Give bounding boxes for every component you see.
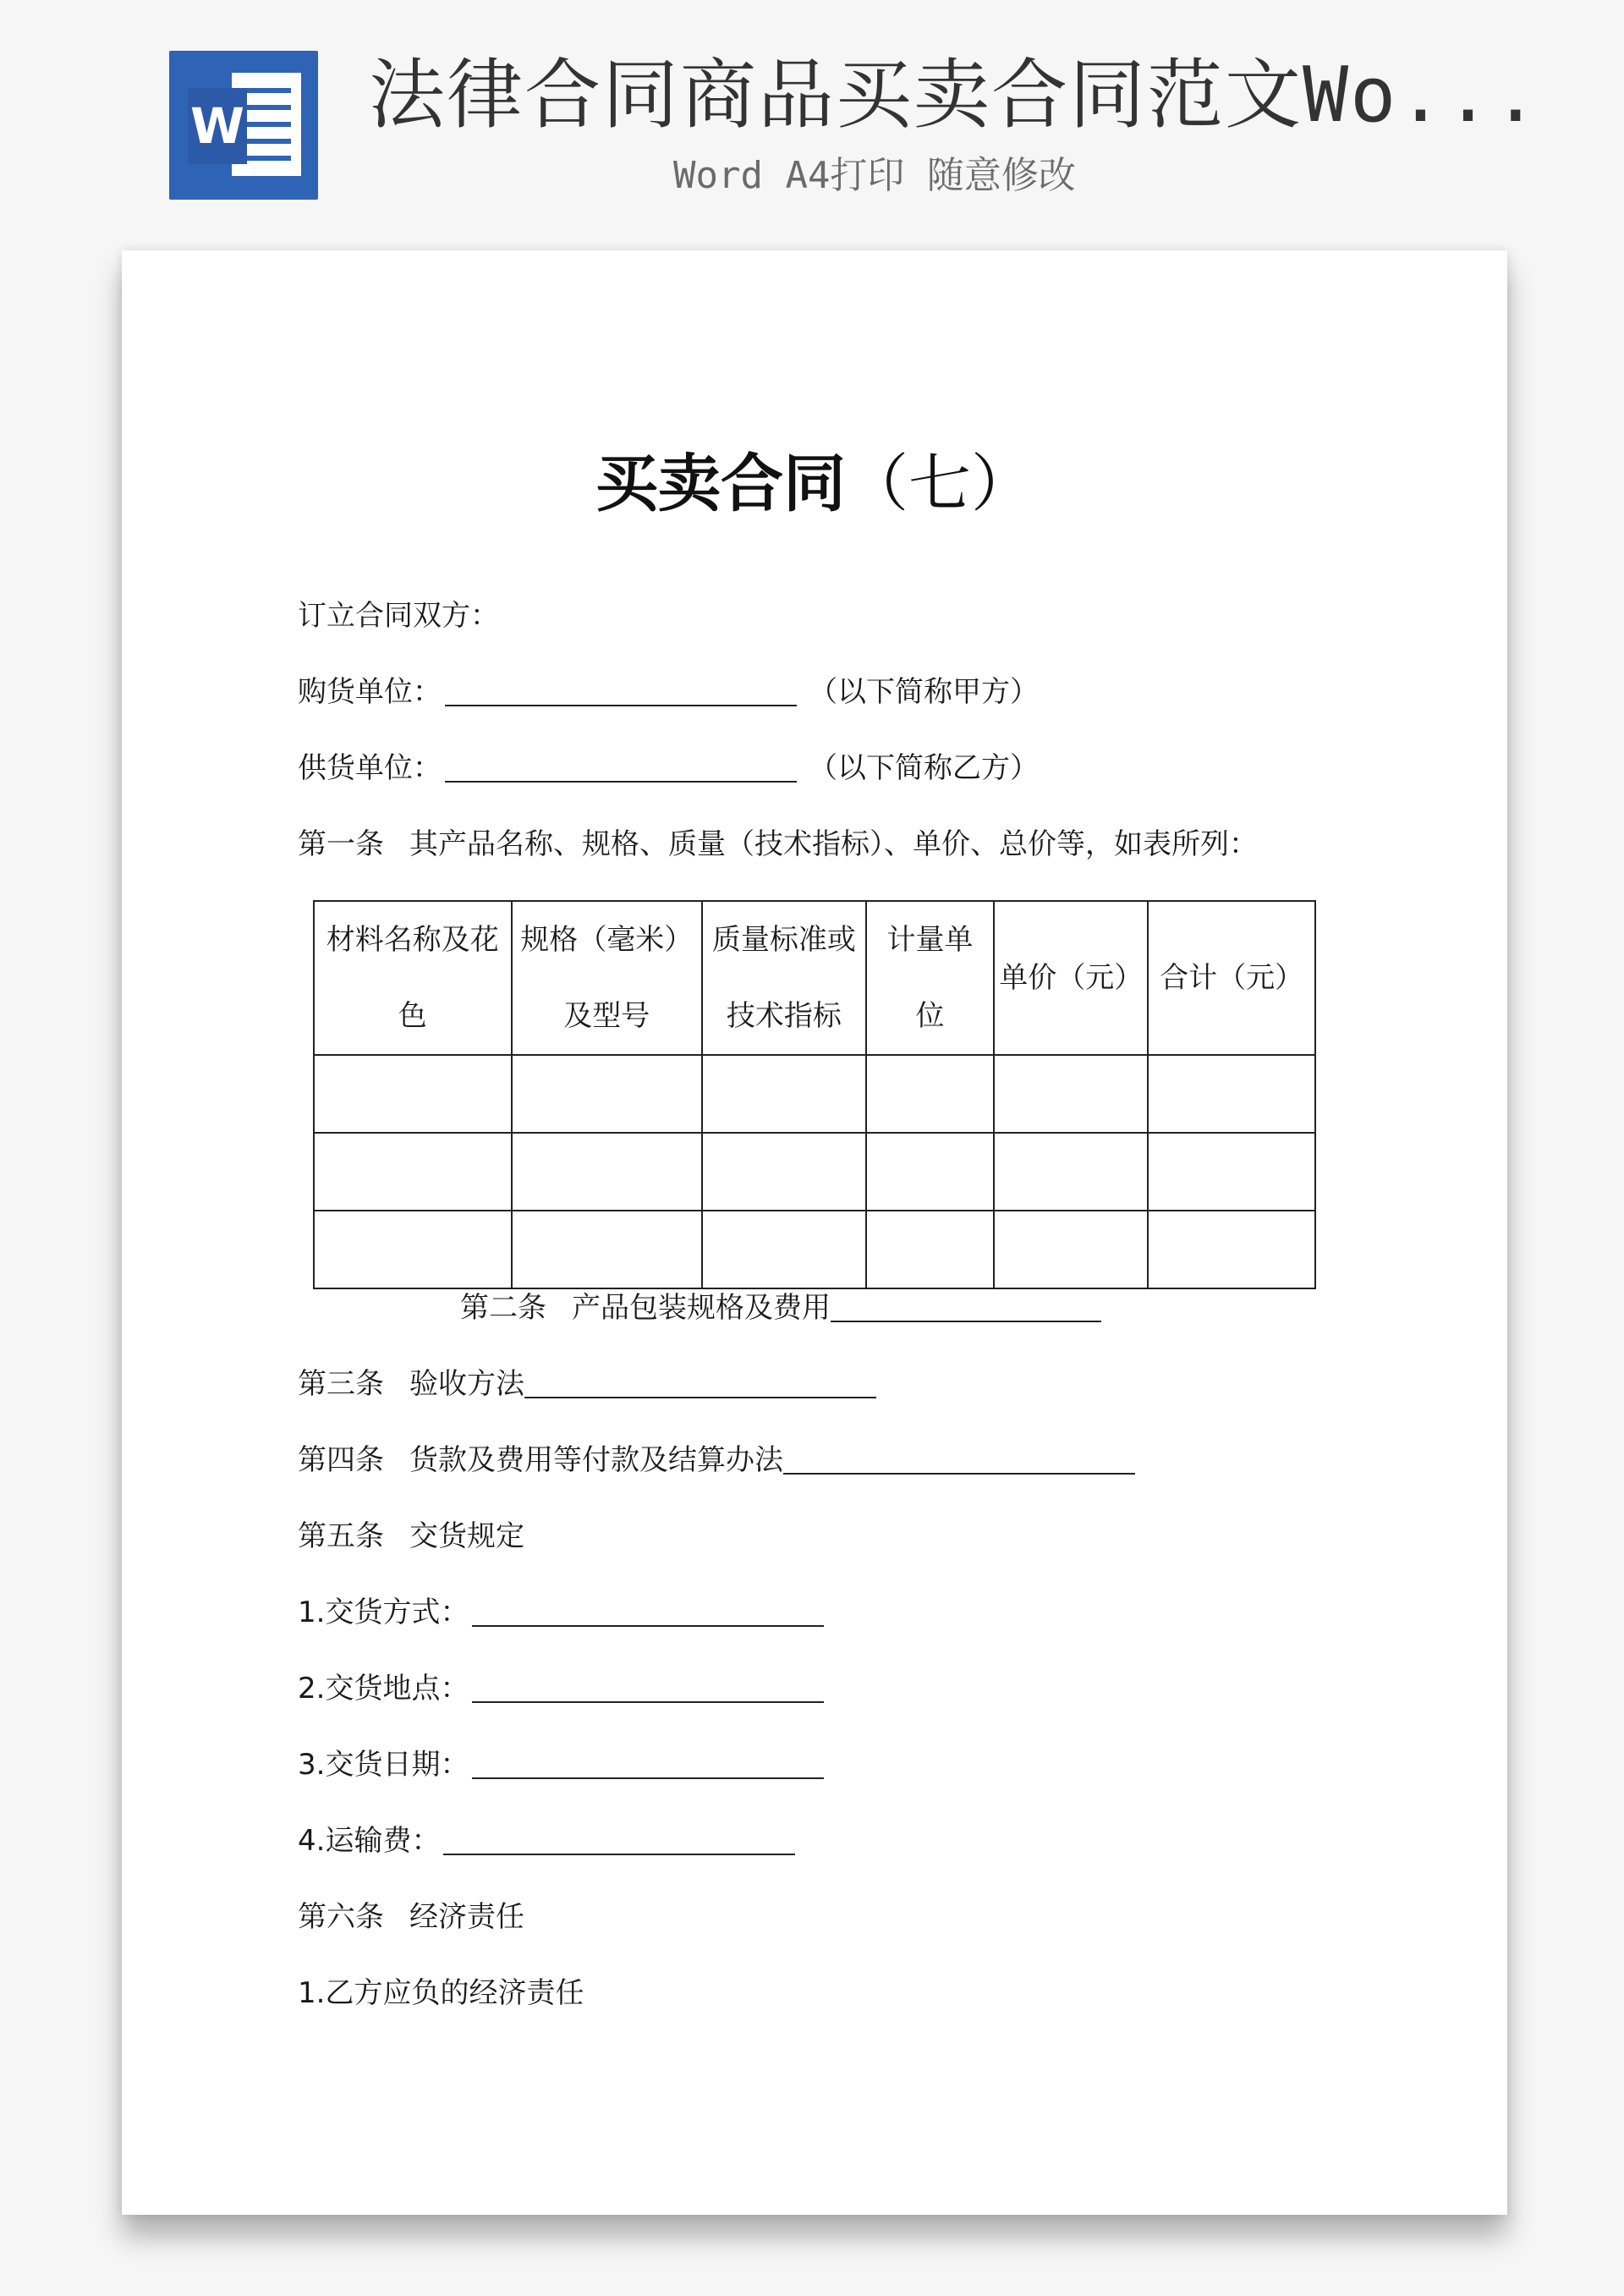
document-page — [122, 250, 1507, 2215]
seller-line — [298, 748, 1039, 788]
table-header-cell: 规格（毫米） 及型号 — [512, 901, 703, 1055]
table-cell[interactable] — [866, 1055, 995, 1133]
table-cell[interactable] — [866, 1211, 995, 1288]
page-subtitle: Word A4打印 随意修改 — [673, 154, 1076, 197]
document-title-main: 买卖合同 — [595, 448, 846, 520]
table-header-cell: 合计（元） — [1148, 901, 1315, 1055]
table-cell[interactable] — [314, 1055, 512, 1133]
delivery-place-label: 2.交货地点： — [298, 1672, 469, 1706]
table-header-cell: 单价（元） — [994, 901, 1148, 1055]
seller-suffix: （以下简称乙方） — [809, 751, 1039, 785]
article-6-text: 经济责任 — [409, 1900, 524, 1934]
article-6 — [298, 1897, 524, 1937]
freight-line — [298, 1821, 795, 1861]
table-header-cell: 质量标准或 技术指标 — [702, 901, 866, 1055]
article-1-text: 其产品名称、规格、质量（技术指标）、单价、总价等，如表所列： — [409, 827, 1258, 861]
article-1-number: 第一条 — [298, 827, 384, 861]
table-cell[interactable] — [702, 1133, 866, 1211]
table-cell[interactable] — [994, 1055, 1148, 1133]
parties-heading: 订立合同双方： — [298, 599, 499, 633]
delivery-date-label: 3.交货日期： — [298, 1748, 469, 1782]
table-cell[interactable] — [994, 1133, 1148, 1211]
page-title: 法律合同商品买卖合同范文Wo... — [369, 51, 1540, 140]
header — [0, 0, 1624, 228]
article-1 — [298, 824, 1258, 865]
table-cell[interactable] — [1148, 1211, 1315, 1288]
table-row — [314, 1133, 1315, 1211]
table-header-cell: 计量单 位 — [866, 901, 995, 1055]
table-cell[interactable] — [314, 1133, 512, 1211]
table-header-row — [314, 901, 1315, 1055]
article-2-blank[interactable] — [831, 1288, 1101, 1322]
table-cell[interactable] — [1148, 1055, 1315, 1133]
table-cell[interactable] — [702, 1055, 866, 1133]
delivery-method-blank[interactable] — [472, 1593, 824, 1627]
article-3 — [298, 1364, 876, 1404]
freight-label: 4.运输费： — [298, 1824, 441, 1858]
table-cell[interactable] — [994, 1211, 1148, 1288]
article-4-text: 货款及费用等付款及结算办法 — [409, 1443, 783, 1477]
freight-blank[interactable] — [443, 1821, 795, 1855]
buyer-blank[interactable] — [445, 673, 797, 706]
delivery-method-label: 1.交货方式： — [298, 1596, 469, 1629]
article-4 — [298, 1440, 1135, 1480]
table-cell[interactable] — [1148, 1133, 1315, 1211]
article-3-number: 第三条 — [298, 1367, 384, 1401]
delivery-place-blank[interactable] — [472, 1669, 824, 1703]
table-cell[interactable] — [512, 1055, 703, 1133]
article-3-text: 验收方法 — [409, 1367, 524, 1401]
table-row — [314, 1211, 1315, 1288]
article-2 — [460, 1288, 1101, 1328]
buyer-line — [298, 672, 1039, 712]
delivery-date-line — [298, 1744, 824, 1785]
seller-blank[interactable] — [445, 749, 797, 783]
delivery-date-blank[interactable] — [472, 1745, 824, 1779]
document-title — [122, 443, 1507, 525]
article-5-text: 交货规定 — [409, 1519, 524, 1553]
article-2-number: 第二条 — [460, 1291, 546, 1325]
buyer-suffix: （以下简称甲方） — [809, 675, 1039, 709]
article-6-number: 第六条 — [298, 1900, 384, 1934]
table-cell[interactable] — [512, 1133, 703, 1211]
article-5 — [298, 1516, 524, 1557]
seller-label: 供货单位： — [298, 751, 442, 785]
spec-table — [313, 900, 1316, 1289]
table-cell[interactable] — [866, 1133, 995, 1211]
table-cell[interactable] — [512, 1211, 703, 1288]
word-letter: W — [188, 88, 247, 164]
article-5-number: 第五条 — [298, 1519, 384, 1553]
table-cell[interactable] — [702, 1211, 866, 1288]
buyer-label: 购货单位： — [298, 675, 442, 709]
article-4-blank[interactable] — [783, 1441, 1135, 1475]
document-title-number: （七） — [846, 448, 1034, 520]
table-cell[interactable] — [314, 1211, 512, 1288]
delivery-method-line — [298, 1592, 824, 1633]
table-row — [314, 1055, 1315, 1133]
article-3-blank[interactable] — [524, 1365, 876, 1398]
delivery-place-line — [298, 1668, 824, 1709]
word-doc-icon — [169, 51, 318, 200]
article-2-text: 产品包装规格及费用 — [572, 1291, 831, 1325]
article-4-number: 第四条 — [298, 1443, 384, 1477]
table-header-cell: 材料名称及花 色 — [314, 901, 512, 1055]
seller-liability-line: 1.乙方应负的经济责任 — [298, 1976, 584, 2010]
